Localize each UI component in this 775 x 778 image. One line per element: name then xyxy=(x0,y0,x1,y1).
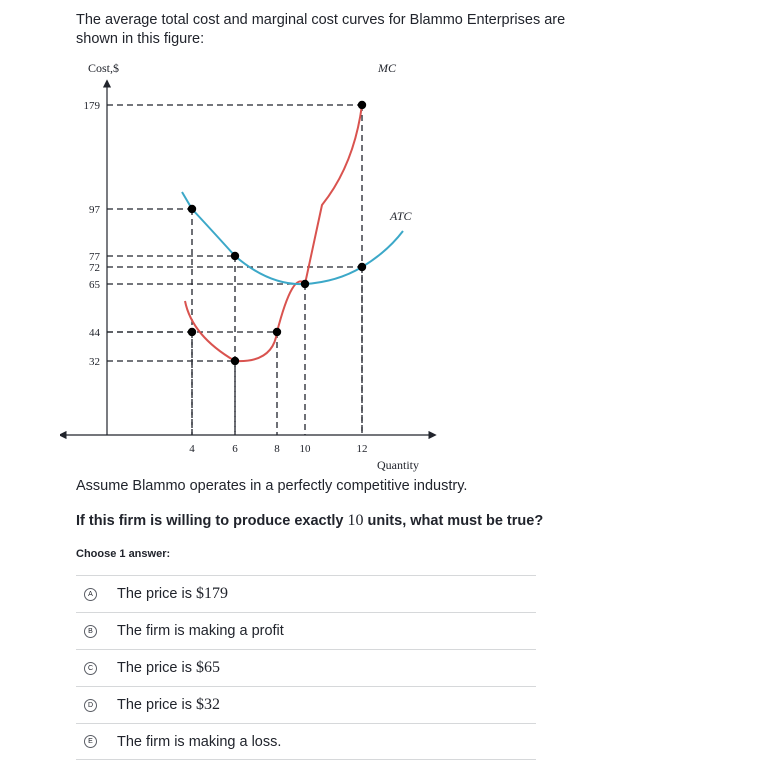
dashed-guides xyxy=(107,105,362,435)
choice-b[interactable] xyxy=(76,612,536,649)
choice-letter-d: D xyxy=(84,699,97,712)
point-6-77 xyxy=(231,252,239,260)
choice-text-e xyxy=(117,733,281,751)
curves xyxy=(182,105,403,361)
axes xyxy=(60,81,435,435)
choice-math-c: $65 xyxy=(195,659,220,676)
point-4-97 xyxy=(188,205,196,213)
choice-text-a xyxy=(117,585,228,603)
assumption-text: Assume Blammo operates in a perfectly competitive industry. xyxy=(76,478,468,494)
prompt-after: units, what must be true? xyxy=(363,513,544,529)
choice-math-a: $179 xyxy=(195,585,228,602)
choice-a[interactable] xyxy=(76,575,536,612)
choose-label: Choose 1 answer: xyxy=(76,548,171,560)
y-tick-32: 32 xyxy=(89,356,100,368)
tick-labels xyxy=(84,100,368,455)
point-12-72 xyxy=(358,263,366,271)
answer-choices xyxy=(76,575,536,760)
x-tick-6: 6 xyxy=(232,443,238,455)
cost-curves-chart xyxy=(60,55,460,475)
point-6-32 xyxy=(231,357,239,365)
choice-label-e: The firm is making a loss. xyxy=(117,733,282,750)
y-tick-44: 44 xyxy=(89,327,100,339)
question-prompt xyxy=(76,512,543,530)
point-8-44 xyxy=(273,328,281,336)
y-tick-179: 179 xyxy=(83,100,100,112)
x-tick-8: 8 xyxy=(274,443,280,455)
mc-curve xyxy=(185,105,362,361)
x-tick-10: 10 xyxy=(299,443,311,455)
x-tick-12: 12 xyxy=(356,443,368,455)
choice-text-d xyxy=(117,696,220,714)
choice-text-c xyxy=(117,659,220,677)
choice-d[interactable] xyxy=(76,686,536,723)
choice-label-c: The price is xyxy=(117,660,196,676)
atc-curve xyxy=(182,192,403,284)
x-axis-title: Quantity xyxy=(377,458,419,472)
y-axis-title: Cost,$ xyxy=(88,61,120,75)
choice-label-a: The price is xyxy=(117,586,196,602)
choice-e[interactable] xyxy=(76,723,536,760)
y-tick-72: 72 xyxy=(89,262,100,274)
choice-label-b: The firm is making a profit xyxy=(117,623,284,639)
chart-svg xyxy=(60,55,460,475)
prompt-number: 10 xyxy=(347,512,364,529)
atc-label: ATC xyxy=(390,209,412,223)
x-tick-4: 4 xyxy=(189,443,195,455)
y-tick-65: 65 xyxy=(89,279,100,291)
choice-letter-e: E xyxy=(84,735,97,748)
point-12-179 xyxy=(358,101,366,109)
choice-c[interactable] xyxy=(76,649,536,686)
y-tick-77: 77 xyxy=(89,251,100,263)
prompt-before: If this firm is willing to produce exactly xyxy=(76,513,348,529)
point-10-65 xyxy=(301,280,309,288)
y-tick-97: 97 xyxy=(89,204,100,216)
choice-letter-c: C xyxy=(84,662,97,675)
question-intro: The average total cost and marginal cost curves for Blammo Enterprises are shown in this figure: xyxy=(76,12,566,47)
choice-label-d: The price is xyxy=(117,697,196,713)
point-4-44 xyxy=(188,328,196,336)
choice-letter-b: B xyxy=(84,625,97,638)
choice-math-d: $32 xyxy=(195,696,220,713)
mc-label: MC xyxy=(378,61,396,75)
choice-text-b xyxy=(117,622,284,640)
choice-letter-a: A xyxy=(84,588,97,601)
